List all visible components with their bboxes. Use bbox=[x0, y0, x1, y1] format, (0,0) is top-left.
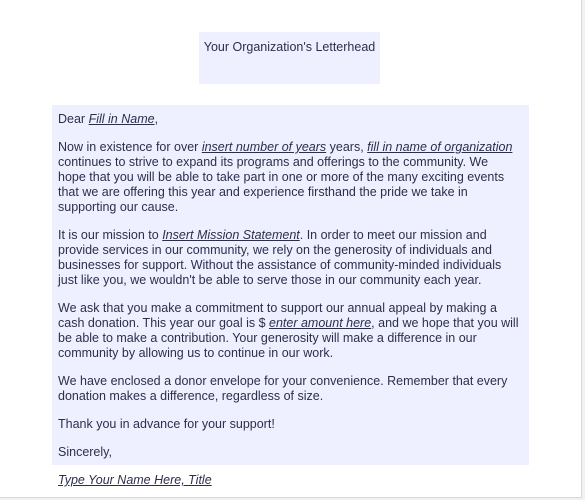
signature-field[interactable]: Type Your Name Here, Title bbox=[58, 473, 212, 487]
paragraph-intro-text-3: continues to strive to expand its programs and offerings to the community. We hope that you will be able to take part in one or more of the many exciting events that we are offering this year and experience firsthand the pride we take in supporting our cause. bbox=[58, 155, 505, 214]
years-field[interactable]: insert number of years bbox=[201, 140, 327, 154]
salutation-suffix: , bbox=[154, 112, 159, 126]
paragraph-thanks: Thank you in advance for your support! bbox=[58, 417, 275, 431]
recipient-name-field[interactable]: Fill in Name bbox=[88, 112, 155, 126]
paragraph-appeal-text-1: We ask that you make a commitment to support our annual appeal by making a cash donation. This year our goal is $ bbox=[58, 301, 497, 330]
paragraph-appeal bbox=[58, 301, 519, 361]
signature-line bbox=[58, 473, 519, 488]
paragraph-mission-text-1: It is our mission to bbox=[58, 228, 163, 242]
paragraph-intro-text-2: years, bbox=[326, 140, 368, 154]
salutation-prefix: Dear bbox=[58, 112, 89, 126]
paragraph-envelope: We have enclosed a donor envelope for your convenience. Remember that every donation makes a difference, regardless of size. bbox=[58, 374, 508, 403]
paragraph-intro bbox=[58, 140, 519, 215]
letterhead-text: Your Organization's Letterhead bbox=[203, 40, 376, 54]
closing: Sincerely, bbox=[58, 445, 112, 459]
organization-name-field[interactable]: fill in name of organization bbox=[367, 140, 513, 154]
mission-statement-field[interactable]: Insert Mission Statement bbox=[162, 228, 300, 242]
paragraph-appeal-text-2: , and we hope that you will be able to make a contribution. Your generosity will make a difference in our community by allowing us to continue in our work. bbox=[58, 316, 519, 360]
letterhead-box bbox=[199, 32, 380, 84]
paragraph-mission bbox=[58, 228, 519, 288]
paragraph-mission-text-2: . In order to meet our mission and provide services in our community, we rely on the generosity of individuals and businesses for support. Without the assistance of community-minded individuals just like you, we wouldn't be able to serve those in our community each year. bbox=[58, 228, 502, 287]
paragraph-intro-text-1: Now in existence for over bbox=[58, 140, 202, 154]
amount-field[interactable]: enter amount here bbox=[269, 316, 372, 330]
letter-body bbox=[52, 105, 529, 487]
salutation bbox=[58, 112, 519, 127]
